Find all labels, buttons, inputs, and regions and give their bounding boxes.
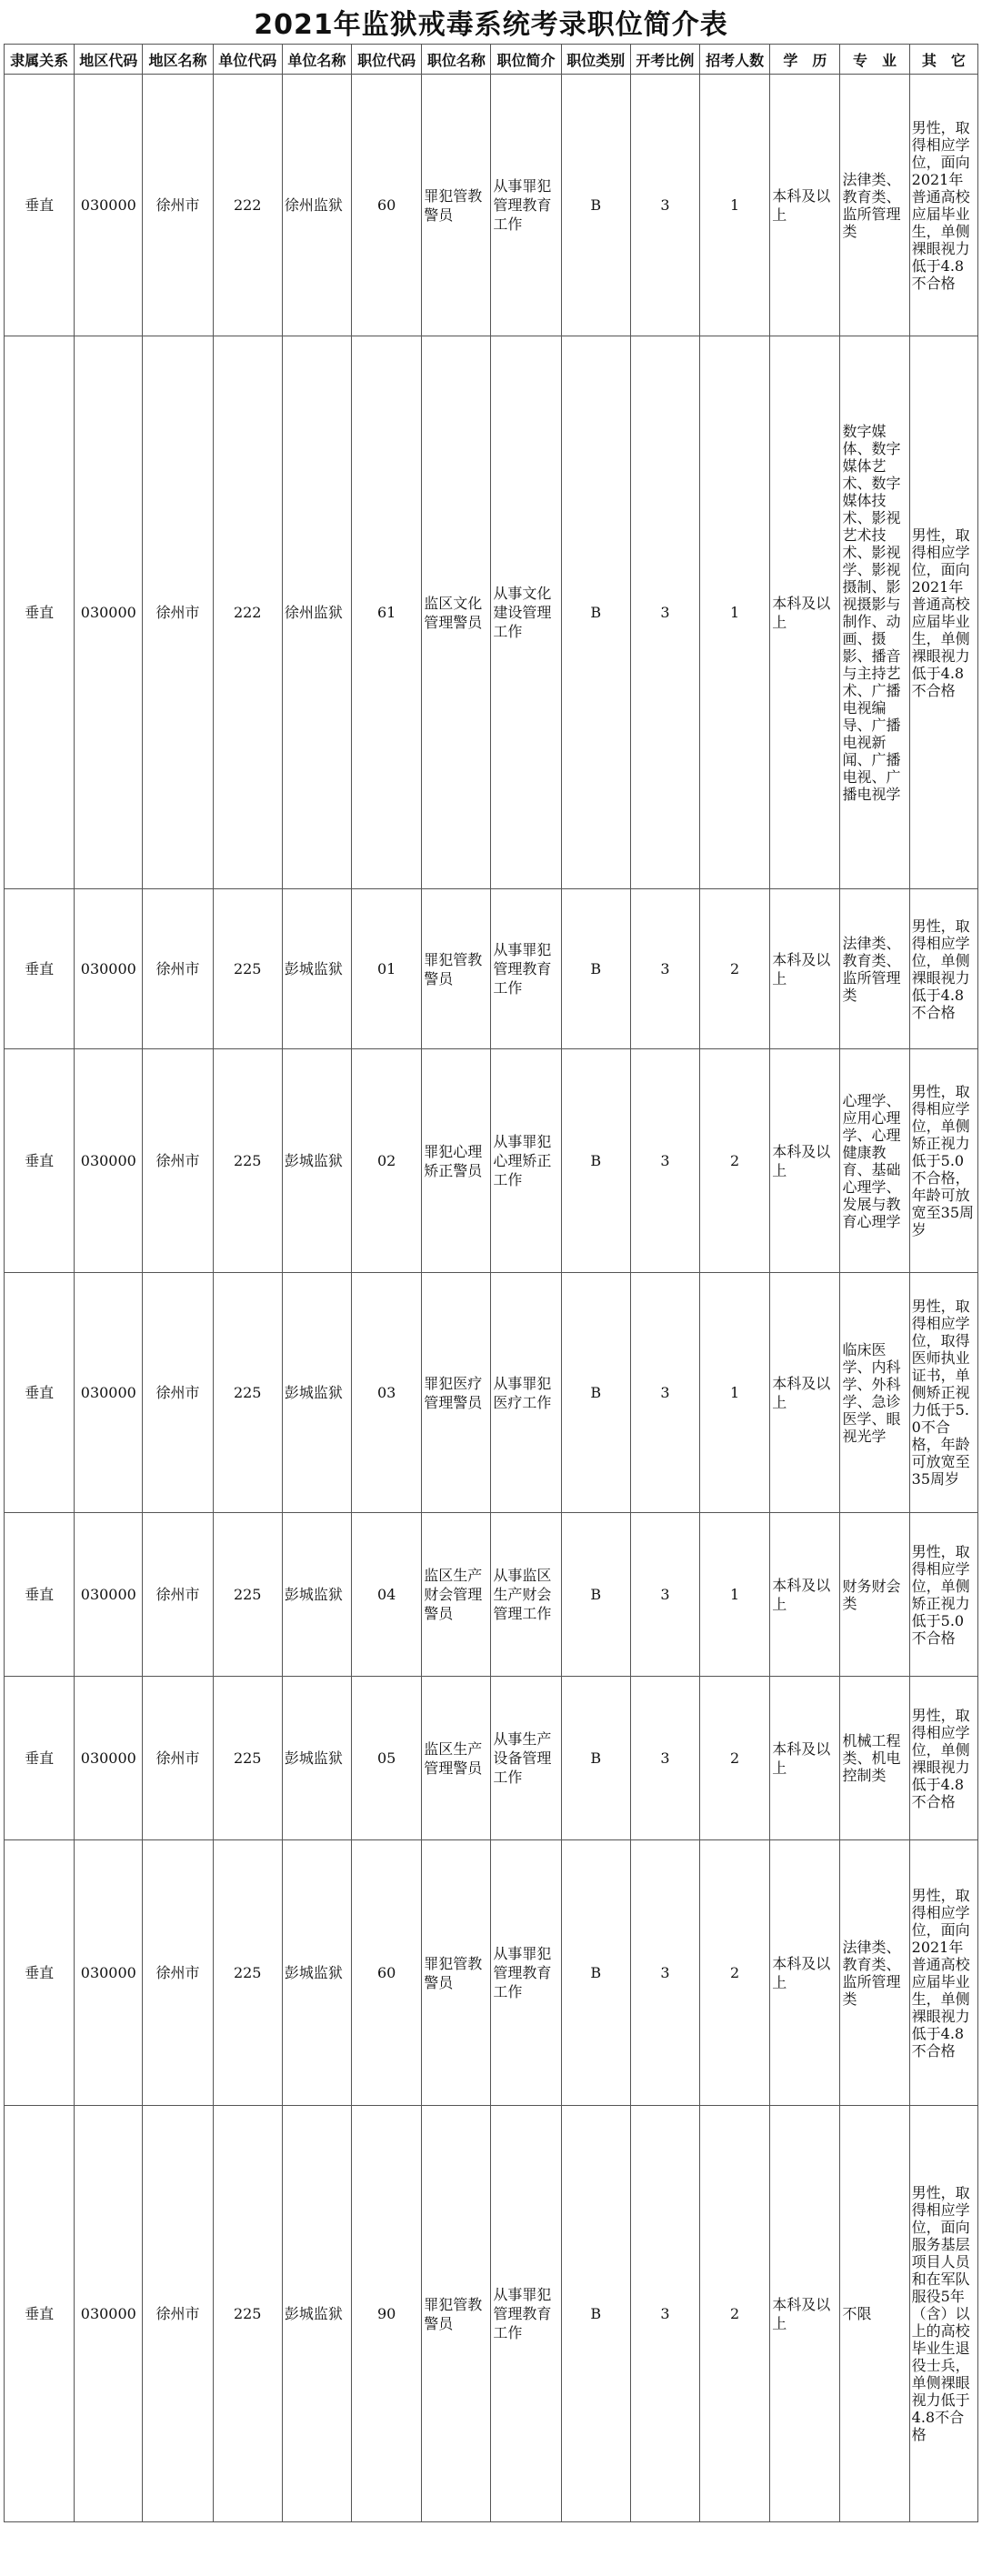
col-header: 职位类别 (561, 45, 630, 75)
table-cell: 男性，取得相应学位，面向2021年普通高校应届毕业生，单侧裸眼视力低于4.8不合格 (909, 336, 977, 889)
table-cell: 从事罪犯医疗工作 (491, 1273, 561, 1513)
table-cell: 从事监区生产财会管理工作 (491, 1513, 561, 1677)
table-cell: 垂直 (5, 1049, 75, 1273)
table-cell: 030000 (75, 1273, 143, 1513)
table-cell: 彭城监狱 (282, 1677, 351, 1840)
table-cell: B (561, 889, 630, 1049)
table-cell: 本科及以上 (770, 75, 840, 336)
table-row (5, 1677, 978, 1840)
table-cell: 030000 (75, 1677, 143, 1840)
col-header: 隶属关系 (5, 45, 75, 75)
table-cell: 垂直 (5, 1840, 75, 2106)
col-header: 职位名称 (422, 45, 491, 75)
table-row (5, 2106, 978, 2522)
table-cell: 彭城监狱 (282, 1273, 351, 1513)
table-cell: 222 (213, 75, 282, 336)
table-cell: 本科及以上 (770, 1049, 840, 1273)
table-cell: B (561, 1513, 630, 1677)
table-cell: 030000 (75, 2106, 143, 2522)
table-cell: 3 (630, 2106, 699, 2522)
table-cell: 2 (700, 1840, 770, 2106)
table-cell: 3 (630, 1273, 699, 1513)
table-cell: 030000 (75, 75, 143, 336)
table-cell: 徐州市 (143, 1049, 213, 1273)
table-cell: 垂直 (5, 2106, 75, 2522)
table-cell: 05 (352, 1677, 422, 1840)
table-cell: 男性，取得相应学位，单侧裸眼视力低于4.8不合格 (909, 1677, 977, 1840)
table-cell: 225 (213, 1513, 282, 1677)
table-cell: 法律类、教育类、监所管理类 (840, 889, 909, 1049)
table-cell: 监区生产财会管理警员 (422, 1513, 491, 1677)
table-cell: 本科及以上 (770, 2106, 840, 2522)
table-row (5, 75, 978, 336)
table-cell: 垂直 (5, 1513, 75, 1677)
table-cell: 030000 (75, 1513, 143, 1677)
table-cell: 心理学、应用心理学、心理健康教育、基础心理学、发展与教育心理学 (840, 1049, 909, 1273)
table-cell: B (561, 2106, 630, 2522)
table-cell: 03 (352, 1273, 422, 1513)
table-cell: 监区文化管理警员 (422, 336, 491, 889)
table-cell: 彭城监狱 (282, 2106, 351, 2522)
table-cell: 彭城监狱 (282, 1049, 351, 1273)
table-cell: 男性，取得相应学位，面向2021年普通高校应届毕业生，单侧裸眼视力低于4.8不合格 (909, 1840, 977, 2106)
table-cell: B (561, 1273, 630, 1513)
table-cell: 本科及以上 (770, 1840, 840, 2106)
table-cell: 男性，取得相应学位，单侧矫正视力低于5.0不合格，年龄可放宽至35周岁 (909, 1049, 977, 1273)
table-cell: 1 (700, 75, 770, 336)
header-row (5, 45, 978, 75)
table-cell: 02 (352, 1049, 422, 1273)
table-cell: 徐州市 (143, 2106, 213, 2522)
table-cell: 60 (352, 1840, 422, 2106)
table-cell: 罪犯管教警员 (422, 889, 491, 1049)
table-cell: 1 (700, 1513, 770, 1677)
table-row (5, 1840, 978, 2106)
col-header: 开考比例 (630, 45, 699, 75)
table-cell: 从事罪犯心理矫正工作 (491, 1049, 561, 1273)
table-cell: 垂直 (5, 75, 75, 336)
table-cell: 垂直 (5, 336, 75, 889)
table-cell: 本科及以上 (770, 1513, 840, 1677)
table-cell: 彭城监狱 (282, 1513, 351, 1677)
table-cell: 1 (700, 1273, 770, 1513)
table-cell: 罪犯管教警员 (422, 2106, 491, 2522)
table-cell: 法律类、教育类、监所管理类 (840, 75, 909, 336)
col-header: 单位代码 (213, 45, 282, 75)
table-cell: 60 (352, 75, 422, 336)
table-cell: 本科及以上 (770, 1273, 840, 1513)
table-cell: 法律类、教育类、监所管理类 (840, 1840, 909, 2106)
table-cell: 3 (630, 1049, 699, 1273)
table-cell: 2 (700, 889, 770, 1049)
table-cell: B (561, 1049, 630, 1273)
table-cell: 3 (630, 889, 699, 1049)
table-cell: 垂直 (5, 1273, 75, 1513)
table-cell: 222 (213, 336, 282, 889)
table-cell: 030000 (75, 1840, 143, 2106)
table-cell: 男性，取得相应学位，单侧裸眼视力低于4.8不合格 (909, 889, 977, 1049)
table-cell: 3 (630, 1840, 699, 2106)
col-header: 专 业 (840, 45, 909, 75)
table-cell: 3 (630, 336, 699, 889)
table-cell: 030000 (75, 889, 143, 1049)
col-header: 职位代码 (352, 45, 422, 75)
col-header: 学 历 (770, 45, 840, 75)
col-header: 单位名称 (282, 45, 351, 75)
table-cell: 030000 (75, 336, 143, 889)
table-cell: 3 (630, 1513, 699, 1677)
col-header: 职位简介 (491, 45, 561, 75)
col-header: 地区名称 (143, 45, 213, 75)
table-cell: 徐州市 (143, 75, 213, 336)
table-cell: 从事罪犯管理教育工作 (491, 75, 561, 336)
table-cell: 徐州市 (143, 1273, 213, 1513)
page-title: 2021年监狱戒毒系统考录职位简介表 (254, 9, 728, 41)
table-row (5, 1273, 978, 1513)
table-cell: 1 (700, 336, 770, 889)
table-cell: 225 (213, 1049, 282, 1273)
table-row (5, 336, 978, 889)
table-cell: 垂直 (5, 1677, 75, 1840)
table-cell: 男性，取得相应学位，取得医师执业证书，单侧矫正视力低于5.0不合格，年龄可放宽至35周岁 (909, 1273, 977, 1513)
table-cell: 3 (630, 1677, 699, 1840)
table-cell: 徐州市 (143, 889, 213, 1049)
table-cell: 2 (700, 2106, 770, 2522)
table-cell: B (561, 1677, 630, 1840)
table-cell: 徐州市 (143, 1677, 213, 1840)
table-cell: 90 (352, 2106, 422, 2522)
table-cell: B (561, 336, 630, 889)
table-cell: 不限 (840, 2106, 909, 2522)
table-cell: 罪犯医疗管理警员 (422, 1273, 491, 1513)
table-cell: 61 (352, 336, 422, 889)
table-cell: 225 (213, 1677, 282, 1840)
table-cell: 徐州监狱 (282, 336, 351, 889)
table-cell: 从事文化建设管理工作 (491, 336, 561, 889)
col-header: 其 它 (909, 45, 977, 75)
table-row (5, 1513, 978, 1677)
table-cell: 彭城监狱 (282, 1840, 351, 2106)
table-cell: 徐州市 (143, 1513, 213, 1677)
table-cell: 男性，取得相应学位，面向2021年普通高校应届毕业生，单侧裸眼视力低于4.8不合格 (909, 75, 977, 336)
table-cell: 监区生产管理警员 (422, 1677, 491, 1840)
table-cell: 徐州市 (143, 1840, 213, 2106)
col-header: 地区代码 (75, 45, 143, 75)
table-cell: 财务财会类 (840, 1513, 909, 1677)
positions-table (4, 44, 978, 2522)
table-cell: 3 (630, 75, 699, 336)
table-cell: 罪犯管教警员 (422, 1840, 491, 2106)
table-cell: 从事罪犯管理教育工作 (491, 889, 561, 1049)
table-cell: 徐州市 (143, 336, 213, 889)
table-cell: 机械工程类、机电控制类 (840, 1677, 909, 1840)
table-cell: 彭城监狱 (282, 889, 351, 1049)
table-cell: 225 (213, 1840, 282, 2106)
table-cell: 225 (213, 2106, 282, 2522)
table-cell: 垂直 (5, 889, 75, 1049)
table-cell: 本科及以上 (770, 1677, 840, 1840)
table-cell: 从事罪犯管理教育工作 (491, 1840, 561, 2106)
table-cell: B (561, 75, 630, 336)
table-cell: 2 (700, 1677, 770, 1840)
table-cell: 从事生产设备管理工作 (491, 1677, 561, 1840)
table-cell: 数字媒体、数字媒体艺术、数字媒体技术、影视艺术技术、影视学、影视摄制、影视摄影与制作、动画、摄影、播音与主持艺术、广播电视编导、广播电视新闻、广播电视、广播电视学 (840, 336, 909, 889)
table-cell: 2 (700, 1049, 770, 1273)
col-header: 招考人数 (700, 45, 770, 75)
table-cell: 临床医学、内科学、外科学、急诊医学、眼视光学 (840, 1273, 909, 1513)
table-cell: 徐州监狱 (282, 75, 351, 336)
table-cell: 225 (213, 889, 282, 1049)
table-cell: 225 (213, 1273, 282, 1513)
table-cell: 04 (352, 1513, 422, 1677)
table-cell: 男性，取得相应学位，面向服务基层项目人员和在军队服役5年（含）以上的高校毕业生退役士兵，单侧裸眼视力低于4.8不合格 (909, 2106, 977, 2522)
table-cell: 本科及以上 (770, 889, 840, 1049)
table-cell: 本科及以上 (770, 336, 840, 889)
table-cell: B (561, 1840, 630, 2106)
table-cell: 男性，取得相应学位，单侧矫正视力低于5.0不合格 (909, 1513, 977, 1677)
table-cell: 从事罪犯管理教育工作 (491, 2106, 561, 2522)
table-row (5, 889, 978, 1049)
table-cell: 01 (352, 889, 422, 1049)
table-cell: 030000 (75, 1049, 143, 1273)
table-cell: 罪犯心理矫正警员 (422, 1049, 491, 1273)
table-cell: 罪犯管教警员 (422, 75, 491, 336)
table-row (5, 1049, 978, 1273)
